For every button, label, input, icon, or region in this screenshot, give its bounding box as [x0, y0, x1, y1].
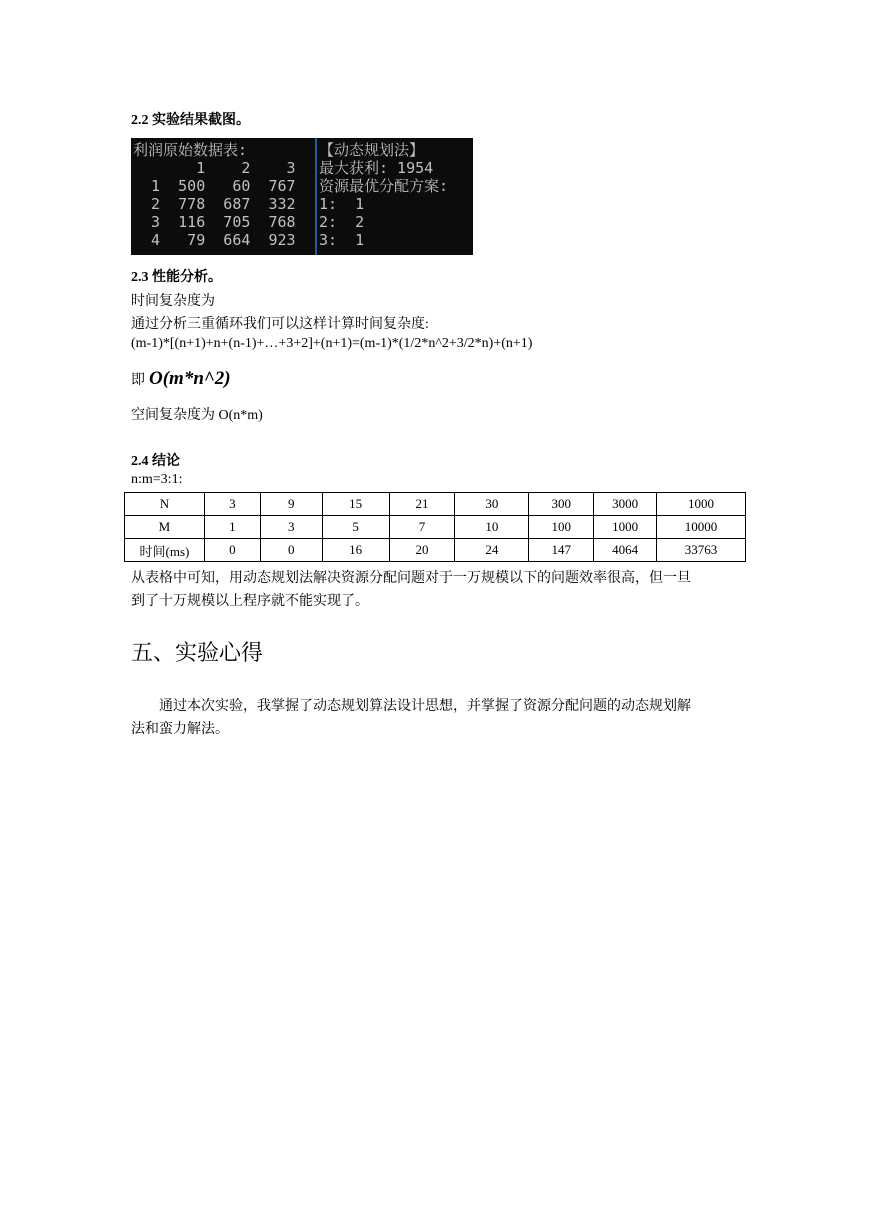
console-line: 1 500 60 767	[133, 177, 296, 195]
table-cell: 300	[529, 493, 594, 516]
table-cell: 1	[204, 516, 260, 539]
console-line: 资源最优分配方案:	[319, 177, 449, 195]
reflection-line-2: 法和蛮力解法。	[131, 722, 229, 737]
table-cell: 3	[260, 516, 322, 539]
ratio-label: n:m=3:1:	[131, 472, 183, 487]
analysis-text: 通过分析三重循环我们可以这样计算时间复杂度:	[131, 317, 429, 332]
console-line: 3: 1	[319, 231, 365, 249]
table-cell: 10	[455, 516, 529, 539]
console-left-pane	[131, 138, 314, 255]
console-line: 2 778 687 332	[133, 195, 296, 213]
reflection-line-1: 通过本次实验，我掌握了动态规划算法设计思想，并掌握了资源分配问题的动态规划解	[159, 699, 691, 714]
table-cell: 147	[529, 539, 594, 562]
table-cell: 33763	[657, 539, 746, 562]
table-cell: 0	[260, 539, 322, 562]
section-5-heading: 五、实验心得	[131, 641, 264, 666]
table-cell: 9	[260, 493, 322, 516]
table-cell: 30	[455, 493, 529, 516]
console-line: 3 116 705 768	[133, 213, 296, 231]
results-table	[124, 492, 746, 562]
section-2-4-heading: 2.4 结论	[131, 454, 180, 469]
table-cell: 1000	[657, 493, 746, 516]
console-line: 利润原始数据表:	[133, 141, 248, 159]
table-cell: 24	[455, 539, 529, 562]
console-line: 最大获利: 1954	[319, 159, 434, 177]
table-cell: 20	[389, 539, 455, 562]
section-2-2-heading: 2.2 实验结果截图。	[131, 113, 250, 128]
table-row	[125, 516, 746, 539]
table-cell: 15	[322, 493, 389, 516]
conclusion-line-1: 从表格中可知，用动态规划法解决资源分配问题对于一万规模以下的问题效率很高，但一旦	[131, 571, 691, 586]
table-cell: 1000	[594, 516, 657, 539]
time-complexity-label: 时间复杂度为	[131, 294, 215, 309]
table-cell: 21	[389, 493, 455, 516]
table-cell: 0	[204, 539, 260, 562]
table-cell: 4064	[594, 539, 657, 562]
table-cell: M	[125, 516, 205, 539]
big-o-expression: O(m*n^2)	[149, 368, 231, 389]
table-cell: 3000	[594, 493, 657, 516]
table-cell: 16	[322, 539, 389, 562]
table-cell: 5	[322, 516, 389, 539]
ji-label: 即	[131, 373, 145, 388]
conclusion-line-2: 到了十万规模以上程序就不能实现了。	[131, 594, 369, 609]
console-line: 1: 1	[319, 195, 365, 213]
table-row	[125, 539, 746, 562]
table-cell: 7	[389, 516, 455, 539]
console-line: 1 2 3	[133, 159, 296, 177]
table-cell: 10000	[657, 516, 746, 539]
console-line: 4 79 664 923	[133, 231, 296, 249]
section-2-3-heading: 2.3 性能分析。	[131, 270, 222, 285]
table-row	[125, 493, 746, 516]
console-right-pane	[315, 138, 473, 255]
table-cell: N	[125, 493, 205, 516]
table-cell: 3	[204, 493, 260, 516]
big-o-line	[131, 368, 231, 390]
console-line: 【动态规划法】	[319, 141, 425, 159]
console-screenshot	[131, 138, 473, 255]
table-cell: 100	[529, 516, 594, 539]
console-line: 2: 2	[319, 213, 365, 231]
table-cell: 时间(ms)	[125, 539, 205, 562]
complexity-formula: (m-1)*[(n+1)+n+(n-1)+…+3+2]+(n+1)=(m-1)*(1/2*n^2+3/2*n)+(n+1)	[131, 336, 533, 351]
space-complexity: 空间复杂度为 O(n*m)	[131, 408, 263, 423]
